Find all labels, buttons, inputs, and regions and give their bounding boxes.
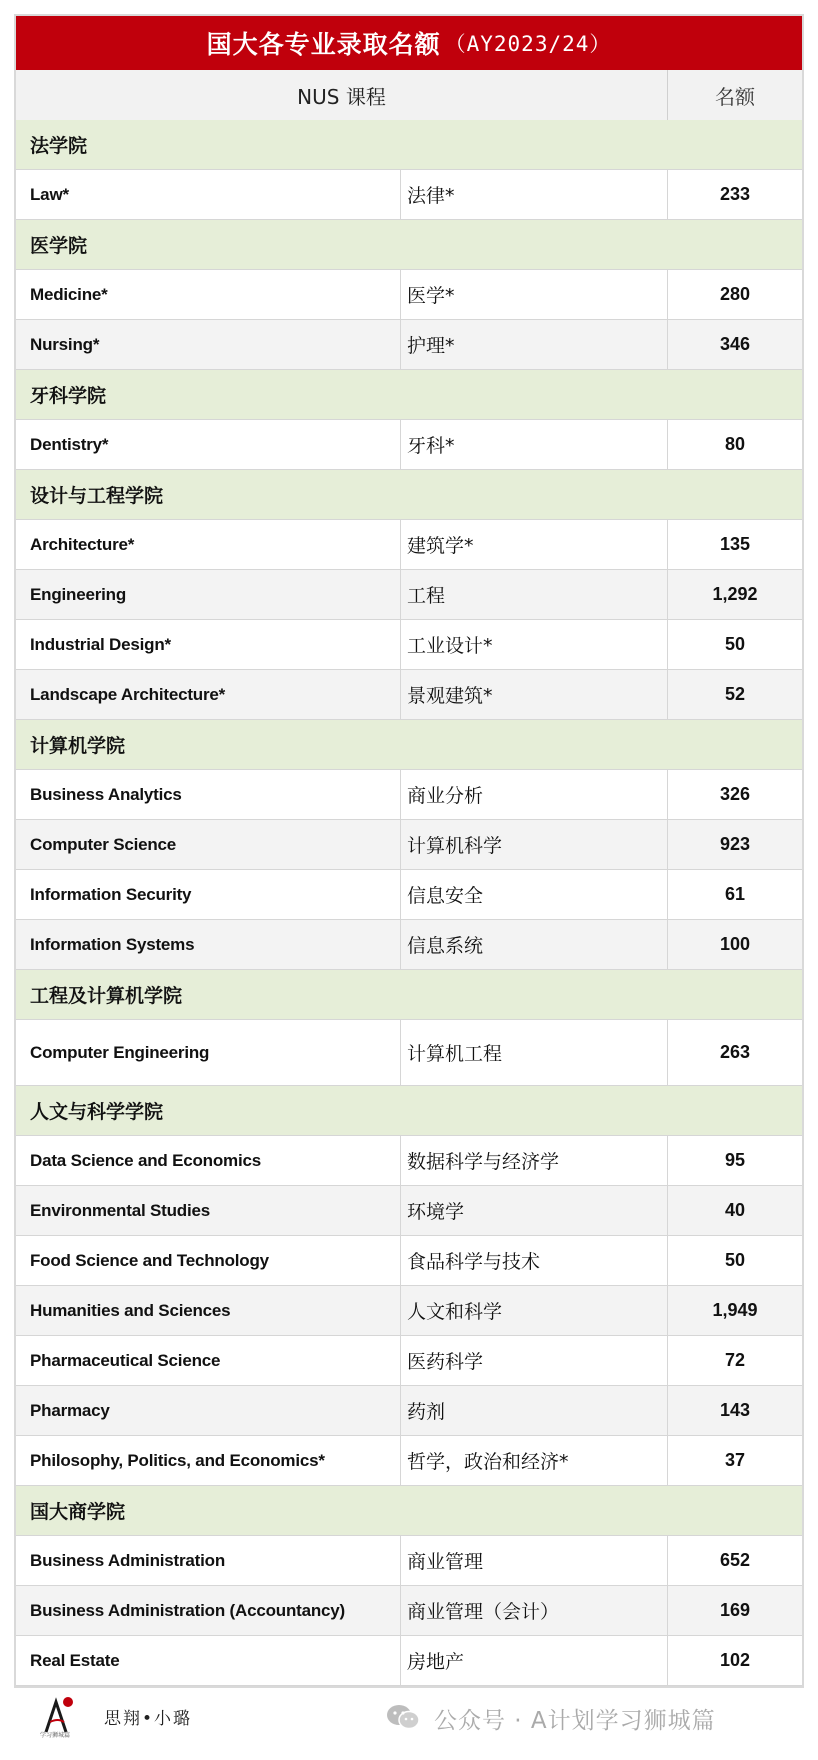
faculty-name: 牙科学院 xyxy=(30,385,107,407)
author-signature: 思翔•小璐 xyxy=(104,1709,193,1729)
quota-value: 102 xyxy=(719,1650,751,1670)
table-row xyxy=(16,1136,802,1186)
faculty-name: 设计与工程学院 xyxy=(30,485,164,507)
quota-value: 169 xyxy=(719,1600,751,1620)
quota-value: 135 xyxy=(719,534,751,554)
quota-value: 80 xyxy=(724,434,746,454)
quota-value: 72 xyxy=(724,1350,746,1370)
table-row xyxy=(16,870,802,920)
table-row xyxy=(16,770,802,820)
course-name-en: Industrial Design* xyxy=(16,620,401,669)
course-name-en: Pharmacy xyxy=(16,1386,401,1435)
header-quota: 名额 xyxy=(715,84,755,109)
section-row xyxy=(16,1086,802,1136)
faculty-name: 人文与科学学院 xyxy=(30,1101,164,1123)
logo-caption: 学习狮城篇 xyxy=(40,1732,71,1739)
course-name-zh: 数据科学与经济学 xyxy=(401,1136,668,1185)
table-row xyxy=(16,920,802,970)
table-row xyxy=(16,270,802,320)
course-name-en: Medicine* xyxy=(16,270,401,319)
course-name-en: Computer Science xyxy=(16,820,401,869)
course-name-en: Law* xyxy=(16,170,401,219)
course-name-zh: 食品科学与技术 xyxy=(401,1236,668,1285)
table-row xyxy=(16,820,802,870)
course-name-zh: 医学* xyxy=(401,270,668,319)
table-row xyxy=(16,1236,802,1286)
section-row xyxy=(16,220,802,270)
quota-value: 923 xyxy=(719,834,751,854)
table-row xyxy=(16,520,802,570)
wechat-icon xyxy=(386,1703,420,1731)
table-row xyxy=(16,1186,802,1236)
table-row xyxy=(16,1386,802,1436)
course-name-zh: 哲学，政治和经济* xyxy=(401,1436,668,1485)
course-name-en: Environmental Studies xyxy=(16,1186,401,1235)
course-name-en: Dentistry* xyxy=(16,420,401,469)
course-name-zh: 法律* xyxy=(401,170,668,219)
table-row xyxy=(16,1436,802,1486)
table-header xyxy=(16,70,802,121)
course-name-zh: 建筑学* xyxy=(401,520,668,569)
faculty-name: 国大商学院 xyxy=(30,1501,126,1523)
course-name-zh: 工业设计* xyxy=(401,620,668,669)
page-title xyxy=(16,16,802,70)
table-row xyxy=(16,1336,802,1386)
faculty-name: 医学院 xyxy=(30,235,88,257)
table-row xyxy=(16,1286,802,1336)
course-name-zh: 景观建筑* xyxy=(401,670,668,719)
header-course: NUS 课程 xyxy=(16,70,668,120)
course-name-en: Engineering xyxy=(16,570,401,619)
course-name-en: Real Estate xyxy=(16,1636,401,1685)
course-name-zh: 商业管理 xyxy=(401,1536,668,1585)
quota-value: 100 xyxy=(719,934,751,954)
table-row xyxy=(16,570,802,620)
quota-value: 143 xyxy=(719,1400,751,1420)
wechat-account-text: 公众号 · A计划学习狮城篇 xyxy=(434,1708,716,1734)
section-row xyxy=(16,370,802,420)
quota-value: 95 xyxy=(724,1150,746,1170)
quota-value: 1,949 xyxy=(712,1300,758,1320)
quota-value: 50 xyxy=(724,634,746,654)
course-name-en: Humanities and Sciences xyxy=(16,1286,401,1335)
course-name-en: Business Administration xyxy=(16,1536,401,1585)
course-name-zh: 信息安全 xyxy=(401,870,668,919)
table-row xyxy=(16,1020,802,1086)
table-row xyxy=(16,1536,802,1586)
quota-value: 346 xyxy=(719,334,751,354)
quota-value: 52 xyxy=(724,684,746,704)
quota-value: 50 xyxy=(724,1250,746,1270)
course-name-en: Computer Engineering xyxy=(16,1020,401,1085)
course-name-zh: 药剂 xyxy=(401,1386,668,1435)
section-row xyxy=(16,970,802,1020)
quota-value: 326 xyxy=(719,784,751,804)
course-name-en: Business Analytics xyxy=(16,770,401,819)
quota-value: 37 xyxy=(724,1450,746,1470)
section-row xyxy=(16,120,802,170)
faculty-name: 工程及计算机学院 xyxy=(30,985,183,1007)
faculty-name: 计算机学院 xyxy=(30,735,126,757)
course-name-en: Pharmaceutical Science xyxy=(16,1336,401,1385)
course-name-zh: 计算机科学 xyxy=(401,820,668,869)
section-row xyxy=(16,720,802,770)
course-name-zh: 商业分析 xyxy=(401,770,668,819)
course-name-en: Information Security xyxy=(16,870,401,919)
course-name-en: Food Science and Technology xyxy=(16,1236,401,1285)
table-row xyxy=(16,170,802,220)
table-row xyxy=(16,420,802,470)
course-name-zh: 牙科* xyxy=(401,420,668,469)
course-name-zh: 护理* xyxy=(401,320,668,369)
table-row xyxy=(16,620,802,670)
faculty-name: 法学院 xyxy=(30,135,88,157)
course-name-en: Landscape Architecture* xyxy=(16,670,401,719)
quota-value: 40 xyxy=(724,1200,746,1220)
course-name-zh: 计算机工程 xyxy=(401,1020,668,1085)
quota-value: 263 xyxy=(719,1042,751,1062)
table-row xyxy=(16,320,802,370)
course-name-en: Business Administration (Accountancy) xyxy=(16,1586,401,1635)
course-name-zh: 环境学 xyxy=(401,1186,668,1235)
quota-value: 280 xyxy=(719,284,751,304)
course-name-zh: 医药科学 xyxy=(401,1336,668,1385)
course-name-zh: 人文和科学 xyxy=(401,1286,668,1335)
title-sub: （AY2023/24） xyxy=(444,32,612,56)
section-row xyxy=(16,1486,802,1536)
course-name-en: Information Systems xyxy=(16,920,401,969)
quota-value: 652 xyxy=(719,1550,751,1570)
course-name-en: Philosophy, Politics, and Economics* xyxy=(16,1436,401,1485)
course-name-zh: 房地产 xyxy=(401,1636,668,1685)
quota-table xyxy=(16,120,802,1686)
quota-value: 61 xyxy=(724,884,746,904)
course-name-en: Nursing* xyxy=(16,320,401,369)
section-row xyxy=(16,470,802,520)
table-row xyxy=(16,1636,802,1686)
table-row xyxy=(16,1586,802,1636)
quota-value: 233 xyxy=(719,184,751,204)
course-name-en: Data Science and Economics xyxy=(16,1136,401,1185)
course-name-zh: 工程 xyxy=(401,570,668,619)
footer xyxy=(14,1688,804,1748)
course-name-en: Architecture* xyxy=(16,520,401,569)
course-name-zh: 商业管理（会计） xyxy=(401,1586,668,1635)
title-main: 国大各专业录取名额 xyxy=(206,30,441,59)
table-row xyxy=(16,670,802,720)
course-name-zh: 信息系统 xyxy=(401,920,668,969)
quota-value: 1,292 xyxy=(712,584,758,604)
